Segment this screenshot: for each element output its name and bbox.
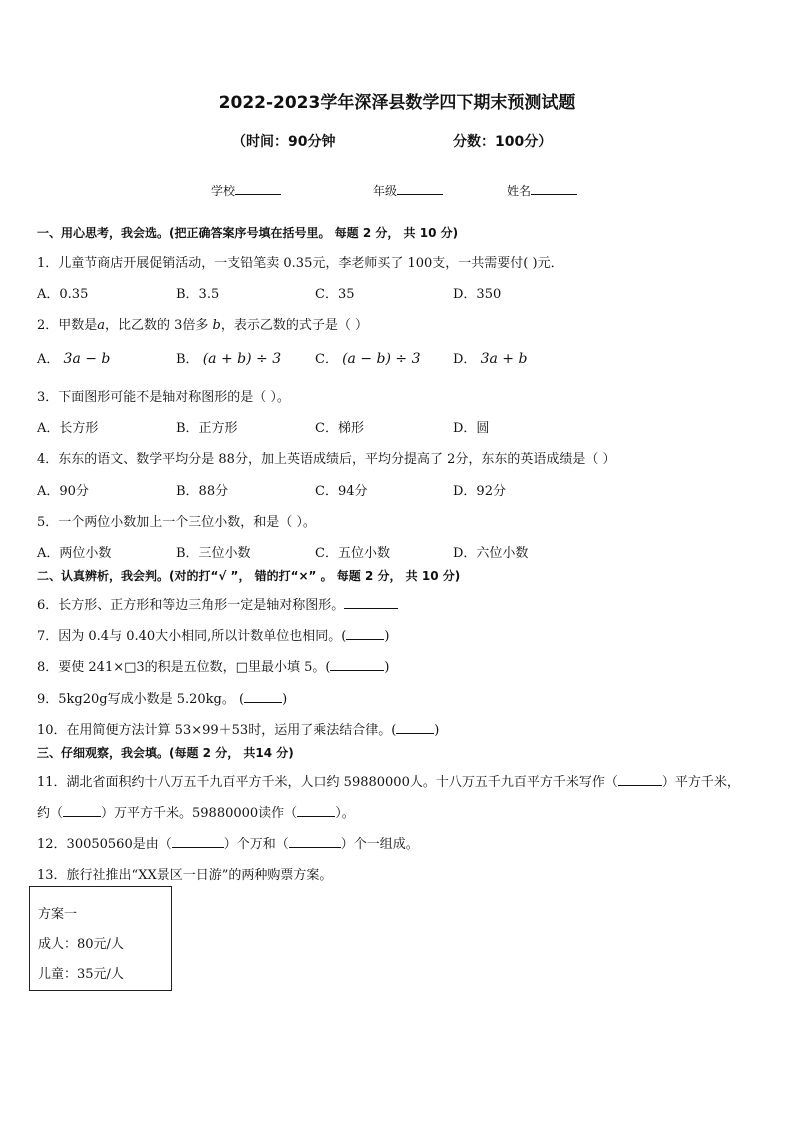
exam-time: （时间：90分钟 <box>232 134 336 150</box>
question-11-line1: 11．湖北省面积约十八万五千九百平方千米，人口约 59880000人。十八万五千九百平方千米写作（ ）平方千米， <box>37 775 740 790</box>
answer-blank[interactable] <box>172 835 224 848</box>
section1-heading: 一、用心思考，我会选。(把正确答案序号填在括号里。 每题 2 分， 共 10 分) <box>37 226 459 240</box>
option-5a: A．两位小数 <box>37 546 112 561</box>
question-12: 12．30050560是由（ ）个万和（ ）个一组成。 <box>37 837 419 852</box>
question-7: 7．因为 0.4与 0.40大小相同,所以计数单位也相同。( ) <box>37 629 390 644</box>
name-field: 姓名 <box>507 182 577 199</box>
plan-title: 方案一 <box>38 907 78 922</box>
question-2: 2．甲数是𝑎，比乙数的 3倍多 𝑏，表示乙数的式子是（ ） <box>37 318 369 333</box>
option-3c: C．梯形 <box>315 421 364 436</box>
section3-heading: 三、仔细观察，我会填。(每题 2 分， 共14 分) <box>37 746 294 760</box>
question-13: 13．旅行社推出“XX景区一日游”的两种购票方案。 <box>37 868 333 883</box>
option-3b: B．正方形 <box>176 421 238 436</box>
school-field: 学校 <box>211 182 281 199</box>
option-5b: B．三位小数 <box>176 546 251 561</box>
option-2c: C． (𝑎 − 𝑏) ÷ 3 <box>315 351 421 367</box>
option-4d: D．92分 <box>453 484 506 499</box>
answer-blank[interactable] <box>618 773 662 786</box>
option-5d: D．六位小数 <box>453 546 529 561</box>
question-10: 10．在用简便方法计算 53×99＋53时，运用了乘法结合律。( ) <box>37 723 440 738</box>
option-4a: A．90分 <box>37 484 89 499</box>
option-5c: C．五位小数 <box>315 546 390 561</box>
option-4c: C．94分 <box>315 484 368 499</box>
page-title: 2022-2023学年深泽县数学四下期末预测试题 <box>218 93 576 113</box>
question-11-line2: 约（ ）万平方千米。59880000读作（ ）。 <box>37 806 355 821</box>
option-2a: A． 3𝑎 − 𝑏 <box>37 351 111 367</box>
grade-field: 年级 <box>373 182 443 199</box>
question-1: 1．儿童节商店开展促销活动，一支铅笔卖 0.35元，李老师买了 100支，一共需要付( )元． <box>37 256 564 271</box>
answer-blank[interactable] <box>330 658 384 671</box>
question-5: 5．一个两位小数加上一个三位小数，和是（ ）。 <box>37 515 316 530</box>
answer-blank[interactable] <box>396 721 434 734</box>
option-1a: A．0.35 <box>37 287 89 302</box>
question-8: 8．要使 241×□3的积是五位数，□里最小填 5。( ) <box>37 660 390 675</box>
answer-blank[interactable] <box>346 627 384 640</box>
question-6: 6．长方形、正方形和等边三角形一定是轴对称图形。 <box>37 594 398 613</box>
exam-score: 分数：100分） <box>453 134 553 150</box>
question-4: 4．东东的语文、数学平均分是 88分，加上英语成绩后，平均分提高了 2分，东东的英语成绩是（ ） <box>37 452 616 467</box>
answer-blank[interactable] <box>289 835 341 848</box>
plan-child-price: 儿童：35元/人 <box>38 967 124 982</box>
answer-blank[interactable] <box>344 596 398 609</box>
answer-blank[interactable] <box>63 804 101 817</box>
question-3: 3．下面图形可能不是轴对称图形的是（ ）。 <box>37 390 290 405</box>
answer-blank[interactable] <box>297 804 335 817</box>
option-1c: C．35 <box>315 287 355 302</box>
option-3d: D．圆 <box>453 421 490 436</box>
plan-adult-price: 成人：80元/人 <box>38 937 124 952</box>
question-9: 9．5kg20g写成小数是 5.20kg。 ( ) <box>37 692 288 707</box>
option-2d: D． 3𝑎 + 𝑏 <box>453 351 528 367</box>
option-4b: B．88分 <box>176 484 229 499</box>
option-2b: B． (𝑎 + 𝑏) ÷ 3 <box>176 351 282 367</box>
section2-heading: 二、认真辨析，我会判。(对的打“√ ”， 错的打“×” 。 每题 2 分， 共 10 分) <box>37 569 461 583</box>
option-3a: A．长方形 <box>37 421 99 436</box>
option-1d: D．350 <box>453 287 502 302</box>
answer-blank[interactable] <box>244 690 282 703</box>
ticket-plan-box <box>29 886 172 991</box>
option-1b: B．3.5 <box>176 287 220 302</box>
